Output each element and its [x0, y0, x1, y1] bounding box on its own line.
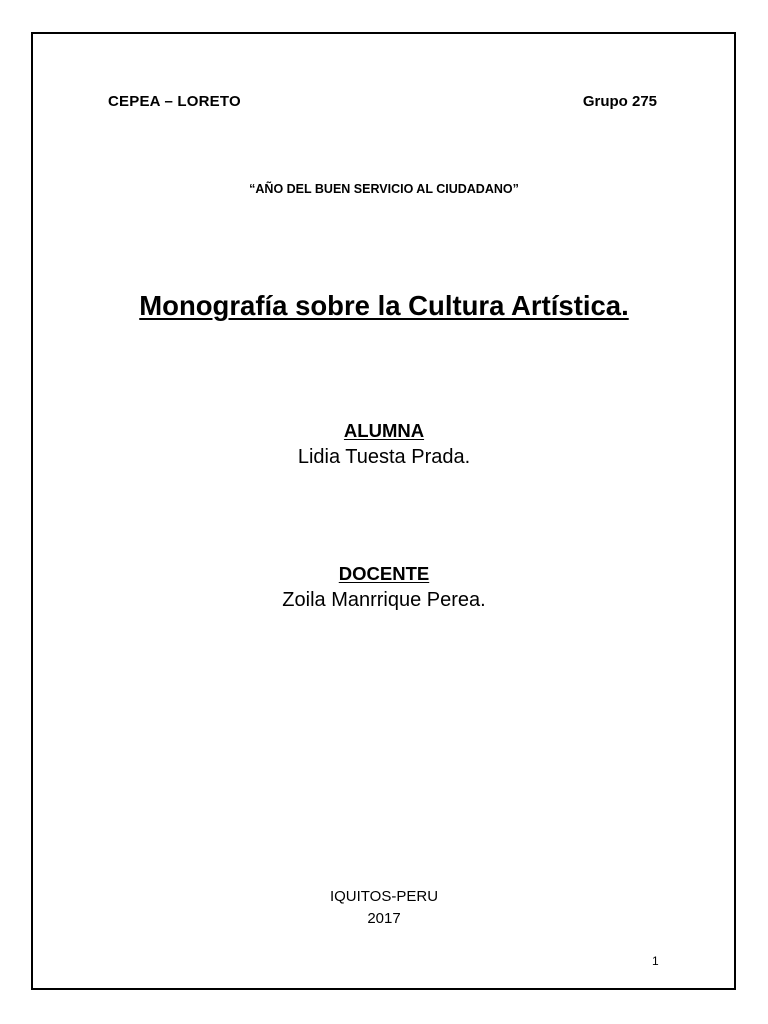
student-label: ALUMNA	[343, 420, 425, 441]
year-motto: “AÑO DEL BUEN SERVICIO AL CIUDADANO”	[249, 182, 519, 196]
document-title: Monografía sobre la Cultura Artística.	[139, 290, 629, 321]
institution-name: CEPEA – LORETO	[108, 93, 241, 110]
student-name: Lidia Tuesta Prada.	[297, 446, 471, 468]
page-number: 1	[652, 954, 659, 968]
city-country: IQUITOS-PERU	[329, 888, 439, 905]
page-border	[31, 32, 736, 990]
teacher-label: DOCENTE	[338, 563, 430, 584]
document-year: 2017	[367, 910, 401, 927]
group-label: Grupo 275	[582, 93, 657, 110]
teacher-name: Zoila Manrrique Perea.	[282, 589, 486, 611]
